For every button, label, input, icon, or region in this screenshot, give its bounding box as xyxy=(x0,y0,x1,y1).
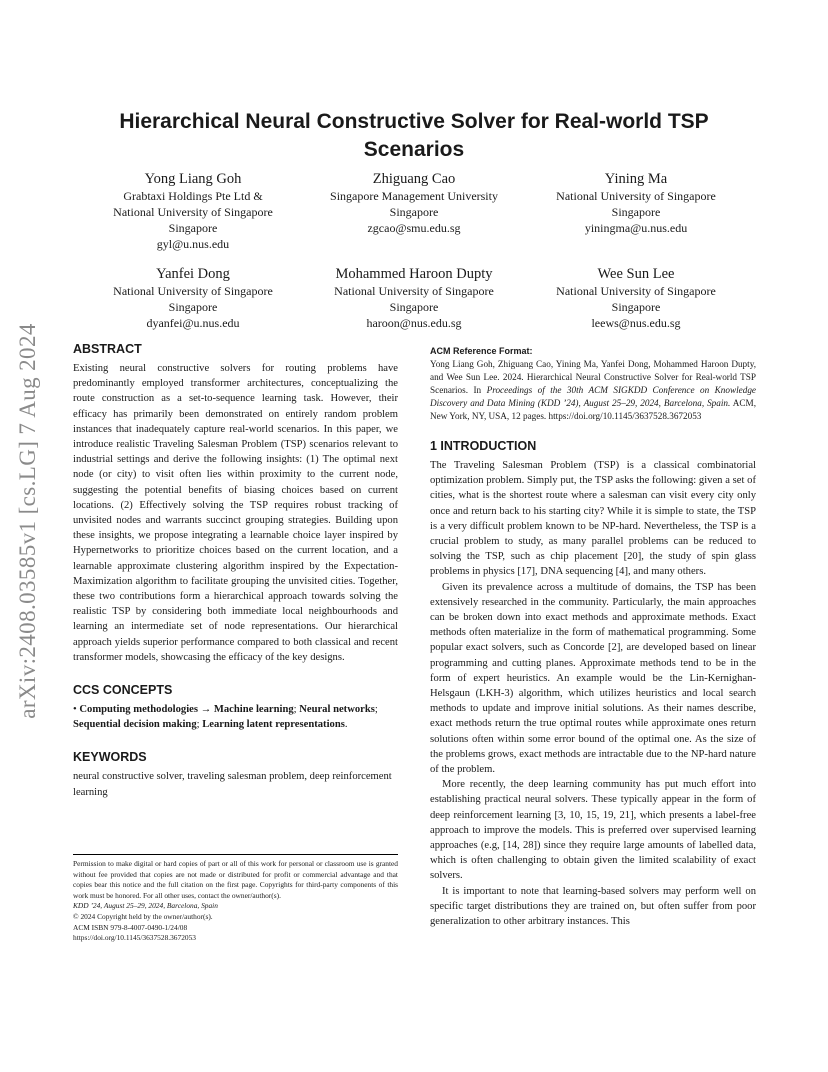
venue: KDD ’24, August 25–29, 2024, Barcelona, Spain xyxy=(73,901,218,911)
author-name: Wee Sun Lee xyxy=(597,266,675,282)
intro-p2: Given its prevalence across a multitude of domains, the TSP has been extensively researched in the community. Particularly, the main approaches can be broken down into exact methods and approximate methods. Exact methods often materialize in the form of mathematical programming. Some popular exact solvers, such as Concorde [2], are developed based on linear programming and cutting planes. Approximate methods tend to be in the form of expert heuristics. An example would be the Lin-Kernighan-Helsgaun (LKH-3) algorithm, which utilizes heuristics and local search methods to update and improve initial solutions. As their names describe, exact methods return the true optimal routes while approximate ones return solutions often within some error bound of the optimal one. As the size of the problems grows, exact methods are intractable due to the NP-hard nature of the problem. xyxy=(430,581,756,776)
footnote-rule xyxy=(73,854,398,855)
isbn: ACM ISBN 979-8-4007-0490-1/24/08 xyxy=(73,922,188,932)
author-affiliation: National University of Singapore xyxy=(556,189,716,203)
intro-heading: 1 INTRODUCTION xyxy=(430,439,537,453)
author-block xyxy=(531,170,741,236)
author-name: Zhiguang Cao xyxy=(372,171,456,187)
left-column xyxy=(73,341,398,800)
author-email: leews@nus.edu.sg xyxy=(591,316,681,330)
permission-notice: Permission to make digital or hard copies of part or all of this work for personal or classroom use is granted without fee provided that copies are not made or distributed for profit or commercial advantage and that copies bear this notice and the full citation on the first page. Copyrights for third-party components of this work must be honored. For all other uses, contact the owner/author(s). xyxy=(73,859,398,900)
arxiv-stamp-text: arXiv:2408.03585v1 [cs.LG] 7 Aug 2024 xyxy=(15,323,40,719)
author-country: Singapore xyxy=(168,300,218,314)
author-name: Yanfei Dong xyxy=(156,266,230,282)
acm-ref-heading: ACM Reference Format: xyxy=(430,346,533,356)
copyright: © 2024 Copyright held by the owner/author(s). xyxy=(73,911,213,921)
author-country: Singapore xyxy=(389,205,439,219)
author-affiliation: National University of Singapore xyxy=(334,284,494,298)
author-country: Singapore xyxy=(611,205,661,219)
paper-title: Hierarchical Neural Constructive Solver for Real-world TSP Scenarios xyxy=(119,110,709,161)
right-column xyxy=(430,345,756,929)
arxiv-stamp xyxy=(8,296,48,746)
author-country: Singapore xyxy=(389,300,439,314)
author-affiliation: National University of Singapore xyxy=(113,284,273,298)
abstract-heading: ABSTRACT xyxy=(73,342,142,356)
keywords-heading: KEYWORDS xyxy=(73,750,147,765)
acm-ref-text: Yong Liang Goh, Zhiguang Cao, Yining Ma, Yanfei Dong, Mohammed Haroon Dupty, and Wee Sun Lee. 2024. Hierarchical Neural Constructive Solver for Real-world TSP Scenarios. In Proceedings of the 30th ACM SIGKDD Conference on Knowledge Discovery and Data Mining (KDD ’24), August 25–29, 2024, Barcelona, Spain. ACM, New York, NY, USA, 12 pages. https://doi.org/10.1145/3637528.3672053 xyxy=(430,359,757,421)
author-country: Singapore xyxy=(611,300,661,314)
author-block xyxy=(88,170,298,252)
author-email: haroon@nus.edu.sg xyxy=(366,316,462,330)
author-block xyxy=(309,170,519,236)
doi-link[interactable]: https://doi.org/10.1145/3637528.3672053 xyxy=(73,933,196,943)
author-affiliation: National University of Singapore xyxy=(556,284,716,298)
author-block xyxy=(531,265,741,331)
author-email: dyanfei@u.nus.edu xyxy=(146,316,240,330)
ccs-concepts: • Computing methodologies → Machine learning; Neural networks; Sequential decision making; Learning latent representations. xyxy=(73,704,378,731)
author-name: Yining Ma xyxy=(604,171,668,187)
intro-p1: The Traveling Salesman Problem (TSP) is a classical combinatorial optimization problem. Simply put, the TSP asks the following: given a set of cities, what is the shortest route where a salesman can visit every city only once and return back to his starting city? While it is simple to state, the TSP is a very difficult problem known to be NP-hard. Nevertheless, the TSP is a crucial problem to study, as many parallel problems can be reduced to solving the TSP, such as chip placement [20], the study of spin glass problems in physics [17], DNA sequencing [4], and many others. xyxy=(430,460,756,578)
intro-p4: It is important to note that learning-based solvers may perform well on specific target distributions they are trained on, but often suffer from poor generalization to other arbitrary instances. This xyxy=(430,885,756,928)
keywords-text: neural constructive solver, traveling salesman problem, deep reinforcement learning xyxy=(73,771,392,798)
author-affiliation: Singapore Management University xyxy=(330,189,498,203)
footnote xyxy=(73,859,398,944)
author-affiliation: National University of Singapore xyxy=(113,205,273,219)
author-affiliation: Grabtaxi Holdings Pte Ltd & xyxy=(123,189,263,203)
author-email: zgcao@smu.edu.sg xyxy=(367,221,461,235)
author-block xyxy=(309,265,519,331)
author-email: gyl@u.nus.edu xyxy=(156,237,230,251)
author-name: Mohammed Haroon Dupty xyxy=(335,266,493,282)
author-block xyxy=(88,265,298,331)
author-email: yiningma@u.nus.edu xyxy=(584,221,688,235)
ccs-heading: CCS CONCEPTS xyxy=(73,683,173,698)
intro-p3: More recently, the deep learning community has put much effort into establishing practical neural solvers. These typically appear in the form of deep reinforcement learning [3, 10, 15, 19, 21], which presents a label-free approach to improve the models. This is preferred over supervised learning approaches (e.g, [14, 28]) since they require large amounts of labelled data, which is often challenging to obtain given the limited scalability of exact solvers. xyxy=(430,779,756,882)
abstract-text: Existing neural constructive solvers for routing problems have predominantly employed transformer architectures, conceptualizing the route construction as a set-to-sequence learning task. However, their efficacy has primarily been demonstrated on entirely random problem instances that inadequately capture real-world scenarios. In this paper, we introduce realistic Traveling Salesman Problem (TSP) scenarios relevant to industrial settings and derive the following insights: (1) The optimal next node (or city) to visit often lies within proximity to the current node, suggesting the potential benefits of biasing choices based on current locations. (2) Effectively solving the TSP requires robust tracking of unvisited nodes and warrants succinct grouping strategies. Building upon these insights, we propose integrating a learnable choice layer inspired by Hypernetworks to prioritize choices based on the current location, and a learnable approximate clustering algorithm inspired by the Expectation-Maximization algorithm to facilitate grouping the unvisited cities. Together, these two contributions form a hierarchical approach towards solving the realistic TSP by considering both immediate local neighbourhoods and learning an intermediate set of node representations. Our hierarchical approach yields superior performance compared to both classical and recent transformer models, showcasing the efficacy of the key designs. xyxy=(73,363,398,663)
author-name: Yong Liang Goh xyxy=(144,171,242,187)
author-country: Singapore xyxy=(168,221,218,235)
